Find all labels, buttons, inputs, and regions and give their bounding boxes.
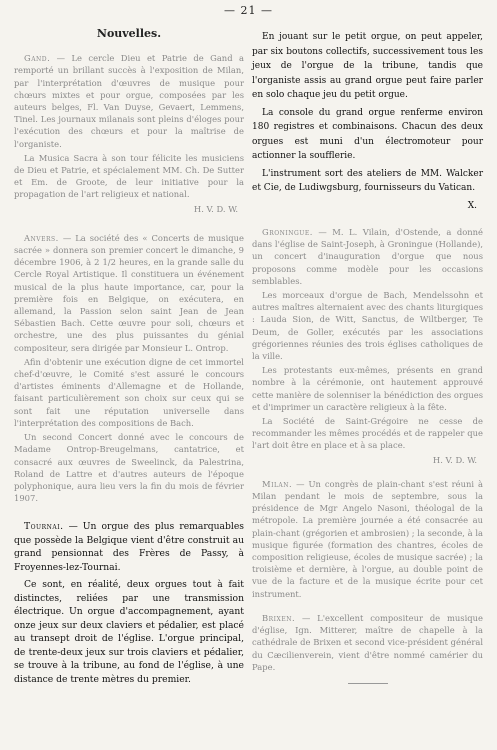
groningue-paragraph-2: Les morceaux d'orgue de Bach, Mendelssohn et autres maîtres alternaient avec des chants liturgiques : Lauda Sion, de Witt, Sanctus, de Wiltberger, Te Deum, de Goller, exécutés par les associations grégoriennes réunies des trois églises catholiques de la ville.	[252, 290, 483, 362]
gand-paragraph-1	[14, 52, 244, 150]
page-number: — 21 —	[224, 4, 273, 17]
article-anvers	[14, 232, 244, 504]
tournai-cont-paragraph-2: La console du grand orgue renferme environ 180 registres et combinaisons. Chacun des deux orgues est muni d'un électromoteur pour actionner la soufflerie.	[252, 107, 483, 161]
milan-city: Milan.	[262, 478, 293, 489]
right-column	[252, 30, 483, 684]
tournai-cont-paragraph-1: En jouant sur le petit orgue, on peut appeler, par six boutons collectifs, successivement tous les jeux de l'orgue de la tribune, tandis que l'organiste assis au grand orgue peut faire parler en solo chaque jeu du petit orgue.	[252, 32, 483, 100]
tournai-paragraph-1	[14, 520, 244, 574]
tournai-signature: X.	[467, 200, 477, 211]
article-groningue	[252, 226, 483, 466]
groningue-paragraph-3: Les protestants eux-mêmes, présents en grand nombre à la cérémonie, ont hautement approuvé cette manière de solenniser la bénédiction des orgues et d'imprimer un caractère religieux à la fête.	[252, 365, 483, 412]
gand-city: Gand.	[24, 53, 51, 64]
brixen-paragraph-1	[252, 612, 483, 673]
article-milan	[252, 478, 483, 600]
article-tournai-continued	[252, 30, 483, 213]
end-rule	[348, 683, 388, 684]
anvers-paragraph-3: Un second Concert donné avec le concours de Madame Ontrop-Breugelmans, cantatrice, et consacré aux œuvres de Sweelinck, da Palestrina, Roland de Lattre et d'autres auteurs de l'époque polyphonique, aura lieu vers la fin du mois de février 1907.	[14, 432, 244, 504]
tournai-city: Tournai.	[24, 521, 64, 533]
divider	[34, 223, 224, 224]
groningue-paragraph-4: La Société de Saint-Grégoire ne cesse de recommander les mêmes procédés et de rappeler que l'art doit être en place et à sa place.	[252, 416, 483, 451]
gand-signature: H. V. D. W.	[193, 203, 238, 214]
anvers-text-1: — La société des « Concerts de musique sacrée » donnera son premier concert le dimanche, 9 décembre 1906, à 2 1/2 heures, en la grande salle du Cercle Royal Artistique. Il constituera un événement musical de la plus haute importance, car, pour la première fois en Belgique, on exécutera, en allemand, la Passion selon saint Jean de Jean Sébastien Bach. Cette œuvre pour soli, chœurs et orchestre, une des plus puissantes du génial compositeur, sera dirigée par Monsieur L. Ontrop.	[14, 232, 244, 353]
anvers-paragraph-2: Afin d'obtenir une exécution digne de cet immortel chef-d'œuvre, le Comité s'est assuré le concours d'artistes éminents d'Allemagne et de Hollande, faisant particulièrement son choix sur ceux qui se sont fait une réputation universelle dans l'interprétation des compositions de Bach.	[14, 356, 244, 428]
article-gand	[14, 52, 244, 215]
left-column	[14, 22, 244, 690]
gand-text-1: — Le cercle Dieu et Patrie de Gand a remporté un brillant succès à l'exposition de Milan, par l'interprétation d'œuvres de musique pour chœurs mixtes et pour orgue, composées par les auteurs belges, Fl. Van Duyse, Gevaert, Lemmens, Tinel. Les journaux milanais sont pleins d'éloges pour l'exécution des chœurs et pour la maîtrise de l'organiste.	[14, 53, 244, 149]
brixen-city: Brixen.	[262, 612, 296, 623]
anvers-paragraph-1	[14, 232, 244, 354]
anvers-city: Anvers.	[24, 232, 59, 243]
tournai-text-1: — Un orgue des plus remarquables que possède la Belgique vient d'être construit au grand pensionnat des Frères de Passy, à Froyennes-lez-Tournai.	[14, 521, 244, 573]
gand-paragraph-2: La Musica Sacra à son tour félicite les musiciens de Dieu et Patrie, et spécialement MM. Ch. De Sutter et Em. de Groote, de leur initiative pour la propagation de l'art religieux et national.	[14, 152, 244, 200]
milan-text-1: — Un congrès de plain-chant s'est réuni à Milan pendant le mois de septembre, sous la présidence de Mgr Angelo Nasoni, théologal de la métropole. La première journée a été consacrée au plain-chant (grégorien et ambrosien) ; la seconde, à la musique figurée (formation des chantres, écoles de composition religieuse, écoles de musique sacrée) ; la troisième et dernière, à l'orgue, au double point de vue de la facture et de la musique écrite pour cet instrument.	[252, 478, 484, 599]
milan-paragraph-1	[252, 478, 483, 600]
groningue-city: Groningue.	[262, 227, 313, 237]
brixen-text-1: — L'excellent compositeur de musique d'église, Ign. Mitterer, maître de chapelle à la cathédrale de Brixen et second vice-président général du Cæcilienverein, vient d'être nommé camérier du Pape.	[252, 612, 483, 672]
article-tournai	[14, 520, 244, 686]
groningue-text-1: — M. L. Vilain, d'Ostende, a donné dans l'église de Saint-Joseph, à Groningue (Hollande), un concert d'inauguration d'orgue que nous proposons comme modèle pour les occasions semblables.	[252, 227, 483, 286]
tournai-paragraph-2: Ce sont, en réalité, deux orgues tout à fait distinctes, reliées par une transmission électrique. Un orgue d'accompagnement, ayant onze jeux sur deux claviers et pédalier, est placé au transept droit de l'église. L'orgue principal, de trente-deux jeux sur trois claviers et pédalier, se trouve à la tribune, au fond de l'église, à une distance de trente mètres du premier.	[14, 579, 244, 685]
tournai-cont-paragraph-3: L'instrument sort des ateliers de MM. Walcker et Cie, de Ludiwgsburg, fournisseurs du Vatican.	[252, 168, 483, 193]
groningue-paragraph-1	[252, 226, 483, 287]
article-brixen	[252, 612, 483, 673]
section-heading: Nouvelles.	[96, 27, 162, 40]
groningue-signature: H. V. D. W.	[432, 454, 477, 465]
